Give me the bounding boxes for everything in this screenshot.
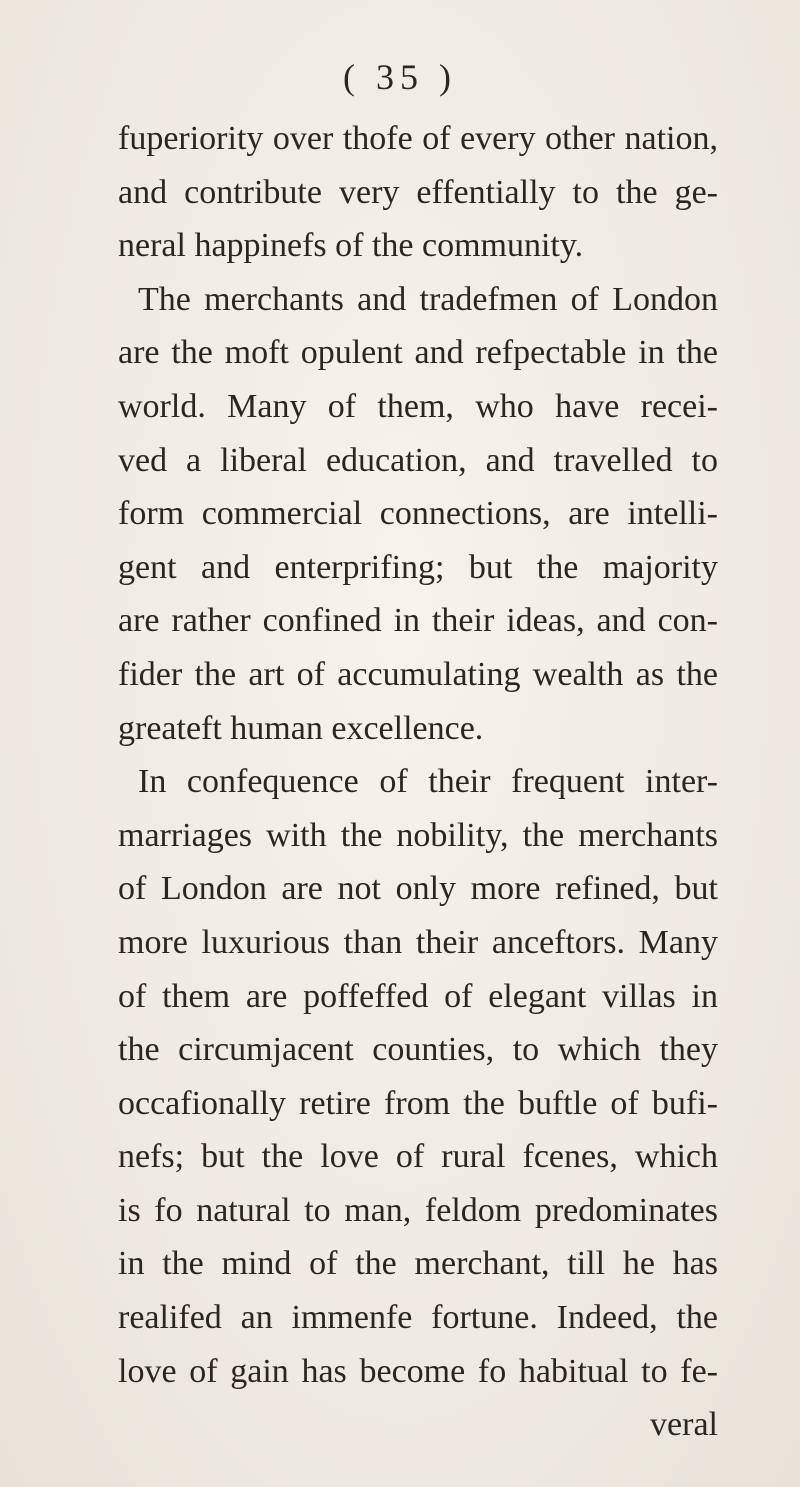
text-line: neral happinefs of the community.: [118, 227, 584, 265]
text-line: world. Many of them, who have recei-: [118, 387, 718, 425]
text-line: in the mind of the merchant, till he has: [118, 1245, 718, 1283]
text-line: nefs; but the love of rural fcenes, which: [118, 1138, 718, 1176]
text-line: gent and enterprifing; but the majority: [118, 548, 718, 586]
text-line: In confequence of their frequent inter-: [138, 763, 718, 801]
text-line: ved a liberal education, and travelled to: [118, 441, 718, 479]
body-text: [118, 112, 718, 1452]
text-line: form commercial connections, are intelli-: [118, 495, 718, 533]
text-line: love of gain has become fo habitual to fe-: [118, 1352, 718, 1390]
text-line: more luxurious than their anceftors. Many: [118, 923, 718, 961]
text-line: marriages with the nobility, the merchants: [118, 816, 718, 854]
text-line: of them are poffeffed of elegant villas in: [118, 977, 718, 1015]
page-number: ( 35 ): [343, 57, 457, 97]
text-line: are rather confined in their ideas, and con-: [118, 602, 718, 640]
catchword: veral: [650, 1406, 718, 1444]
text-line: the circumjacent counties, to which they: [118, 1031, 718, 1069]
text-line: The merchants and tradefmen of London: [138, 280, 718, 318]
text-line: realifed an immenfe fortune. Indeed, the: [118, 1299, 718, 1337]
text-line: occafionally retire from the buftle of bufi-: [118, 1084, 718, 1122]
text-line: is fo natural to man, feldom predominates: [118, 1191, 718, 1229]
text-line: greateft human excellence.: [118, 709, 484, 747]
text-line: of London are not only more refined, but: [118, 870, 718, 908]
text-line: are the moft opulent and refpectable in the: [118, 334, 718, 372]
text-line: fuperiority over thofe of every other nation,: [118, 120, 718, 157]
text-line: fider the art of accumulating wealth as the: [118, 655, 718, 693]
text-line: and contribute very effentially to the ge-: [118, 173, 718, 211]
